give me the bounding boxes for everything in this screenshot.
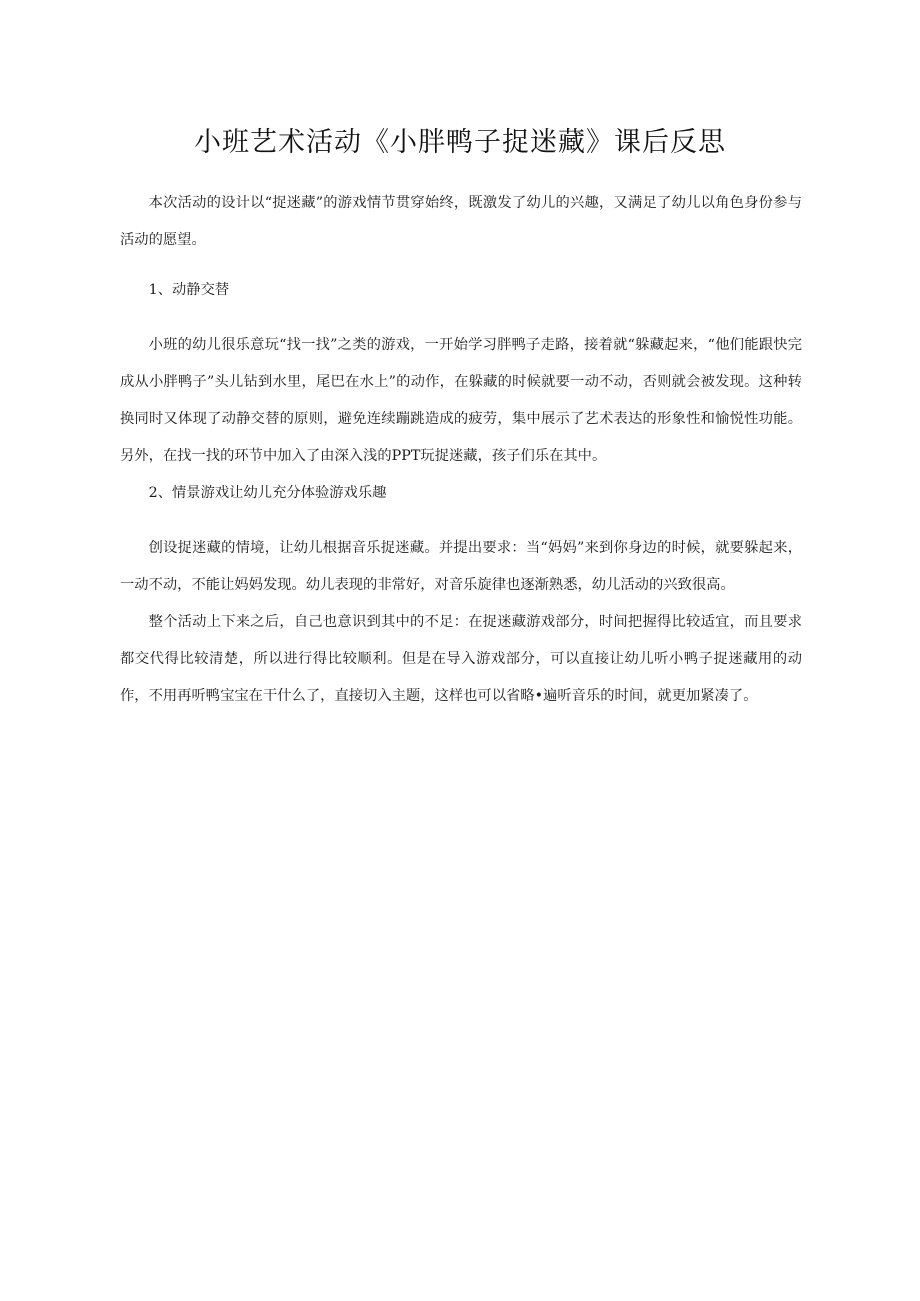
document-title: 小班艺术活动《小胖鸭子捉迷藏》课后反思 xyxy=(194,127,726,158)
section-heading-2: 2、情景游戏让幼儿充分体验游戏乐趣 xyxy=(148,485,387,501)
paragraph-1: 小班的幼儿很乐意玩“找一找”之类的游戏，一开始学习胖鸭子走路，接着就“躲藏起来，“他们能跟快完成从小胖鸭子”头儿钻到水里，尾巴在水上”的动作，在躲藏的时候就要一动不动，否则就会被发现。这种转换同时又体现了动静交替的原则，避免连续蹦跳造成的疲劳，集中展示了艺术表达的形象性和愉悦性功能。另外，在找一找的环节中加入了由深入浅的PPT玩捉迷藏，孩子们乐在其中。 xyxy=(120,337,802,464)
document-body xyxy=(120,185,802,715)
intro-paragraph: 本次活动的设计以“捉迷藏”的游戏情节贯穿始终，既激发了幼儿的兴趣，又满足了幼儿以角色身份参与活动的愿望。 xyxy=(120,195,802,248)
section-heading-1: 1、动静交替 xyxy=(148,282,230,298)
paragraph-2: 创设捉迷藏的情境，让幼儿根据音乐捉迷藏。并提出要求：当“妈妈”来到你身边的时候，就要躲起来，一动不动，不能让妈妈发现。幼儿表现的非常好，对音乐旋律也逐渐熟悉，幼儿活动的兴致很高。 xyxy=(120,540,802,593)
paragraph-3: 整个活动上下来之后，自己也意识到其中的不足：在捉迷藏游戏部分，时间把握得比较适宜，而且要求都交代得比较清楚，所以进行得比较顺利。但是在导入游戏部分，可以直接让幼儿听小鸭子捉迷藏用的动作，不用再听鸭宝宝在干什么了，直接切入主题，这样也可以省略•遍听音乐的时间，就更加紧凑了。 xyxy=(120,614,802,704)
